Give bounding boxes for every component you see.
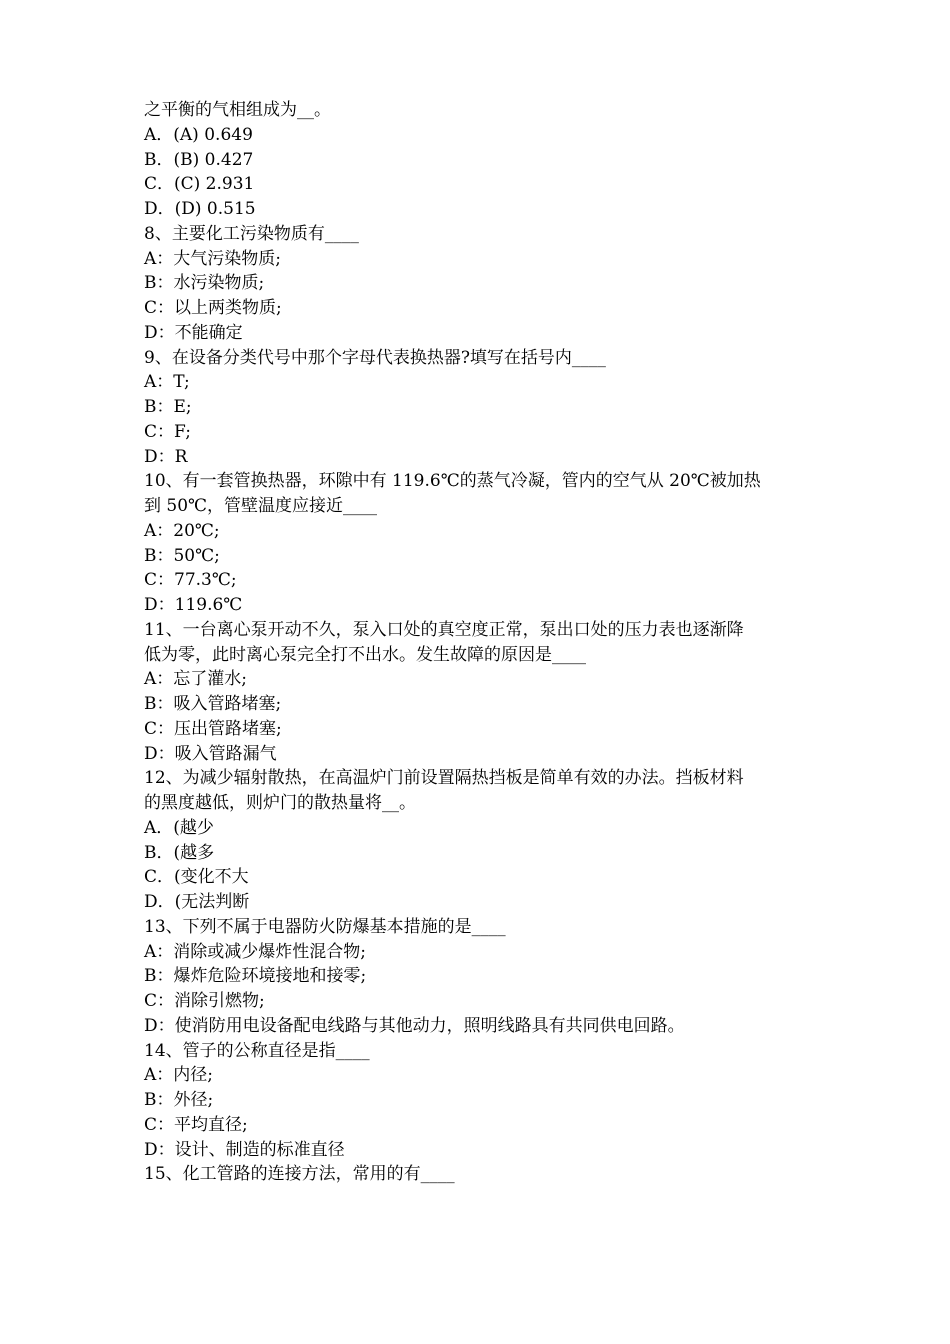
question-8 bbox=[144, 222, 814, 346]
option-c: C：F; bbox=[144, 421, 191, 442]
option-list bbox=[144, 123, 814, 222]
option-a: A：T; bbox=[144, 372, 190, 393]
question-stem: 8、主要化工污染物质有____ bbox=[144, 223, 359, 244]
question-12 bbox=[144, 766, 814, 915]
question-11 bbox=[144, 618, 814, 767]
question-stem: 之平衡的气相组成为__。 bbox=[144, 100, 331, 120]
option-a: A：20℃; bbox=[144, 520, 220, 541]
question-stem-line-1: 11、一台离心泵开动不久，泵入口处的真空度正常，泵出口处的压力表也逐渐降 bbox=[144, 619, 744, 640]
option-b: B．(B) 0.427 bbox=[144, 149, 254, 170]
option-a: A．(A) 0.649 bbox=[144, 124, 253, 145]
option-d: D：119.6℃ bbox=[144, 595, 243, 615]
option-d: D：R bbox=[144, 446, 188, 467]
option-b: B：吸入管路堵塞; bbox=[144, 694, 282, 714]
question-stem: 13、下列不属于电器防火防爆基本措施的是____ bbox=[144, 916, 506, 937]
option-c: C：消除引燃物; bbox=[144, 991, 265, 1011]
question-stem-line-2: 到 50℃，管壁温度应接近____ bbox=[144, 496, 378, 516]
option-c: C：平均直径; bbox=[144, 1114, 248, 1135]
option-d: D：设计、制造的标准直径 bbox=[144, 1139, 345, 1160]
option-b: B：爆炸危险环境接地和接零; bbox=[144, 966, 367, 987]
option-b: B：E; bbox=[144, 397, 192, 417]
option-b: B：水污染物质; bbox=[144, 273, 265, 294]
question-10 bbox=[144, 469, 814, 618]
option-b: B：50℃; bbox=[144, 545, 220, 566]
option-d: D：使消防用电设备配电线路与其他动力，照明线路具有共同供电回路。 bbox=[144, 1015, 685, 1036]
option-c: C：压出管路堵塞; bbox=[144, 718, 282, 739]
question-stem-line-2: 的黑度越低，则炉门的散热量将__。 bbox=[144, 793, 416, 813]
option-d: D：吸入管路漏气 bbox=[144, 743, 277, 764]
option-b: B．(越多 bbox=[144, 842, 215, 863]
option-d: D．(无法判断 bbox=[144, 892, 250, 912]
question-15 bbox=[144, 1162, 814, 1187]
document-page bbox=[144, 98, 814, 1187]
option-c: C：以上两类物质; bbox=[144, 298, 282, 318]
option-a: A：忘了灌水; bbox=[144, 669, 248, 690]
option-c: C：77.3℃; bbox=[144, 570, 237, 591]
question-stem: 14、管子的公称直径是指____ bbox=[144, 1040, 370, 1061]
option-a: A：大气污染物质; bbox=[144, 248, 282, 269]
option-a: A：内径; bbox=[144, 1065, 214, 1086]
question-9 bbox=[144, 346, 814, 470]
question-stem-line-1: 10、有一套管换热器，环隙中有 119.6℃的蒸气冷凝，管内的空气从 20℃被加热 bbox=[144, 471, 761, 492]
question-13 bbox=[144, 915, 814, 1039]
question-14 bbox=[144, 1039, 814, 1163]
question-stem: 15、化工管路的连接方法，常用的有____ bbox=[144, 1164, 455, 1185]
option-d: D：不能确定 bbox=[144, 322, 243, 343]
option-c: C．(C) 2.931 bbox=[144, 174, 255, 195]
option-a: A：消除或减少爆炸性混合物; bbox=[144, 941, 367, 962]
option-c: C．(变化不大 bbox=[144, 867, 249, 888]
option-b: B：外径; bbox=[144, 1090, 214, 1110]
question-stem-line-2: 低为零，此时离心泵完全打不出水。发生故障的原因是____ bbox=[144, 644, 586, 665]
option-a: A．(越少 bbox=[144, 817, 214, 838]
question-stem-line-1: 12、为减少辐射散热，在高温炉门前设置隔热挡板是简单有效的办法。挡板材料 bbox=[144, 768, 744, 789]
option-d: D．(D) 0.515 bbox=[144, 199, 256, 219]
question-stem: 9、在设备分类代号中那个字母代表换热器?填写在括号内____ bbox=[144, 347, 606, 368]
